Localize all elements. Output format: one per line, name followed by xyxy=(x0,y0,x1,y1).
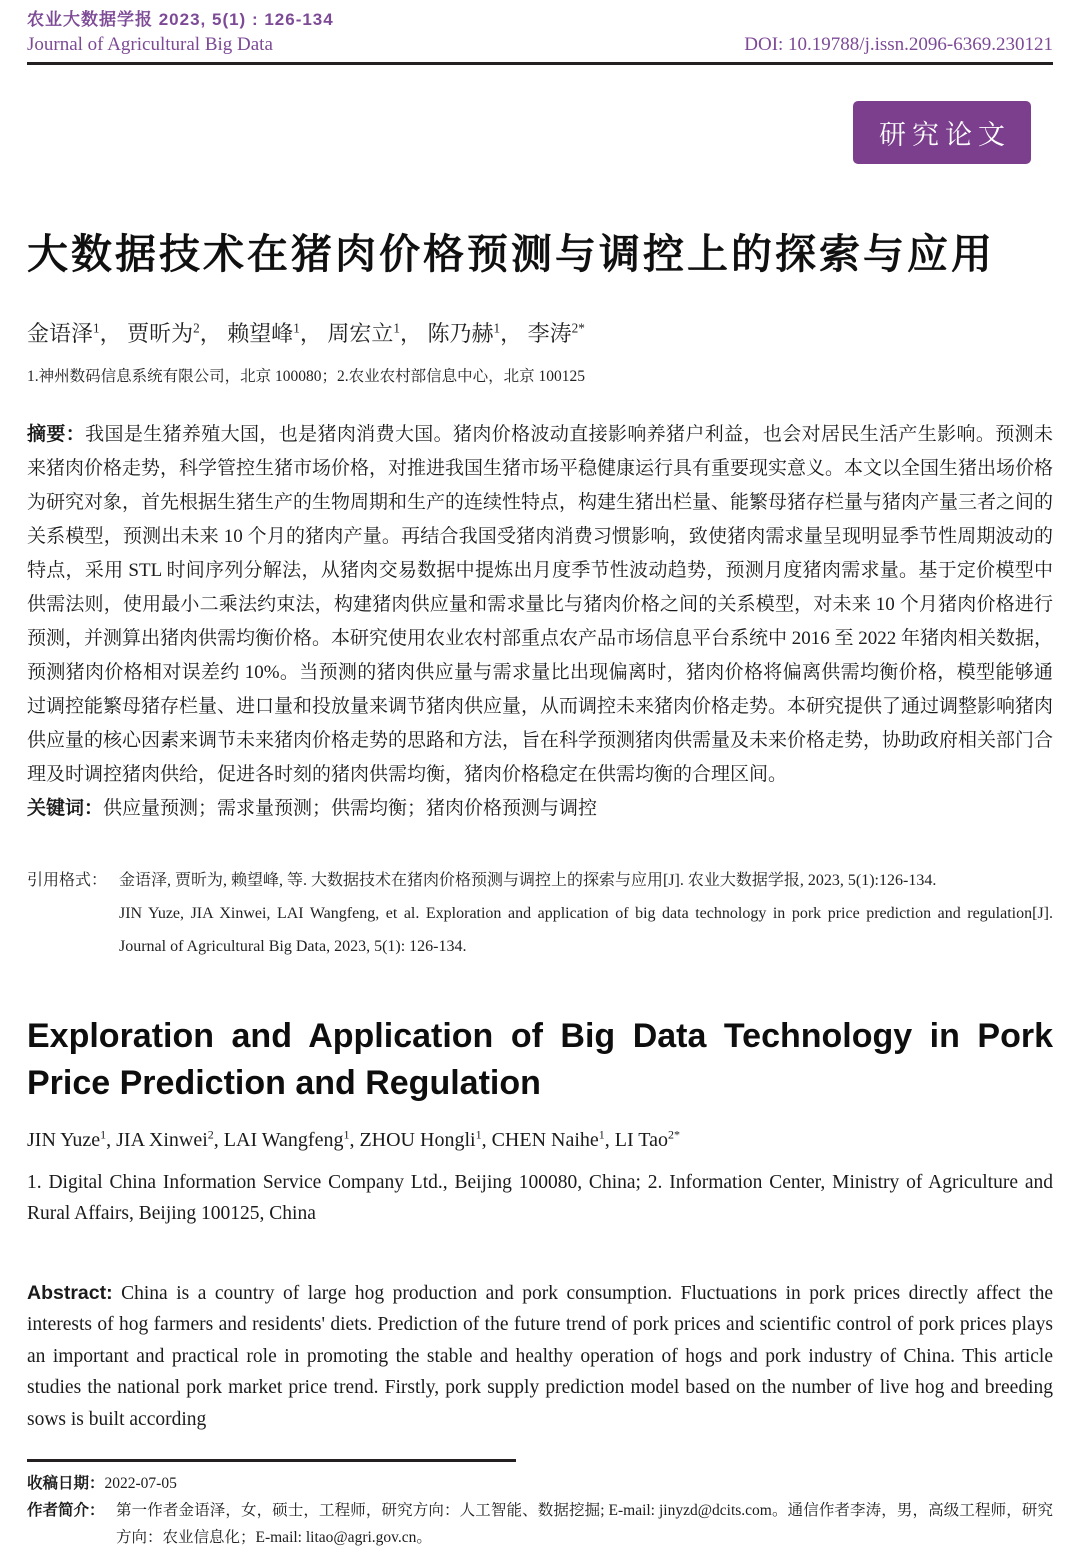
journal-title-cn: 农业大数据学报 2023, 5(1) : 126-134 xyxy=(27,10,334,29)
author-separator: , xyxy=(481,1128,492,1151)
author-separator: , xyxy=(349,1128,360,1151)
author-superscript: 2* xyxy=(667,1127,680,1142)
authors-en xyxy=(27,1121,1053,1154)
abstract-cn xyxy=(27,418,1053,792)
author-cn xyxy=(27,321,122,346)
citation-label: 引用格式： xyxy=(27,872,108,890)
author-cn xyxy=(127,321,222,346)
author-separator: ， xyxy=(399,321,422,347)
author-superscript: 1 xyxy=(100,1127,107,1142)
journal-header xyxy=(27,8,1053,65)
author-en xyxy=(116,1129,224,1151)
keywords-label-cn: 关键词： xyxy=(27,798,104,820)
keywords-text-cn: 供应量预测；需求量预测；供需均衡；猪肉价格预测与调控 xyxy=(103,798,598,820)
author-name: LI Tao xyxy=(614,1128,668,1151)
affiliations-en: 1. Digital China Information Service Company Ltd., Beijing 100080, China; 2. Information Center, Ministry of Agriculture and Rural Affairs, Beijing 100125, China xyxy=(27,1171,1053,1225)
received-date-line xyxy=(27,1472,1053,1496)
author-superscript: 1 xyxy=(293,321,300,336)
author-superscript: 1 xyxy=(343,1127,350,1142)
author-separator: , xyxy=(213,1128,224,1151)
author-superscript: 2* xyxy=(571,321,585,336)
author-name: 赖望峰 xyxy=(227,321,294,347)
author-superscript: 1 xyxy=(393,321,400,336)
author-en xyxy=(615,1129,680,1151)
author-cn xyxy=(227,321,322,346)
author-separator: ， xyxy=(500,321,523,347)
citation-content xyxy=(119,864,1053,963)
author-superscript: 2 xyxy=(207,1127,214,1142)
footnote-section xyxy=(27,1459,1053,1551)
author-superscript: 1 xyxy=(493,321,501,336)
author-en xyxy=(224,1129,360,1151)
author-superscript: 2 xyxy=(193,321,200,336)
author-separator: ， xyxy=(199,321,222,347)
author-bio-text: 第一作者金语泽，女，硕士，工程师，研究方向：人工智能、数据挖掘; E-mail: jinyzd@dcits.com。通信作者李涛，男，高级工程师，研究方向：农业信息化；E-mail: litao@agri.gov.cn。 xyxy=(116,1502,1053,1547)
author-en xyxy=(27,1129,116,1151)
abstract-text-cn: 我国是生猪养殖大国，也是猪肉消费大国。猪肉价格波动直接影响养猪户利益，也会对居民生活产生影响。预测未来猪肉价格走势，科学管控生猪市场价格，对推进我国生猪市场平稳健康运行具有重要现实意义。本文以全国生猪出场价格为研究对象，首先根据生猪生产的生物周期和生产的连续性特点，构建生猪出栏量、能繁母猪存栏量与猪肉产量三者之间的关系模型，预测出未来 10 个月的猪肉产量。再结合我国受猪肉消费习惯影响，致使猪肉需求量呈现明显季节性周期波动的特点，采用 STL 时间序列分解法，从猪肉交易数据中提炼出月度季节性波动趋势，预测月度猪肉需求量。基于定价模型中供需法则，使用最小二乘法约束法，构建猪肉供应量和需求量比与猪肉价格之间的关系模型，对未来 10 个月猪肉价格进行预测，并测算出猪肉供需均衡价格。本研究使用农业农村部重点农产品市场信息平台系统中 2016 至 2022 年猪肉相关数据，预测猪肉价格相对误差约 10%。当预测的猪肉供应量与需求量比出现偏离时，猪肉价格将偏离供需均衡价格，模型能够通过调控能繁母猪存栏量、进口量和投放量来调节猪肉供应量，从而调控未来猪肉价格走势。本研究提供了通过调整影响猪肉供应量的核心因素来调节未来猪肉价格走势的思路和方法，旨在科学预测猪肉供需量及未来价格走势，协助政府相关部门合理及时调控猪肉供给，促进各时刻的猪肉供需均衡，猪肉价格稳定在供需均衡的合理区间。 xyxy=(27,424,1054,786)
author-name: 李涛 xyxy=(527,321,572,347)
citation-text-en: JIN Yuze, JIA Xinwei, LAI Wangfeng, et al. Exploration and application of big data technology in pork price prediction and regulation[J]. Journal of Agricultural Big Data, 2023, 5(1): 126-134. xyxy=(119,905,1053,956)
author-separator: ， xyxy=(299,321,322,347)
journal-header-left xyxy=(27,8,334,58)
author-cn xyxy=(428,321,523,346)
abstract-en xyxy=(27,1278,1053,1436)
author-bio-label: 作者简介： xyxy=(27,1502,105,1520)
author-superscript: 1 xyxy=(93,321,100,336)
author-en xyxy=(359,1129,491,1151)
received-date-value: 2022-07-05 xyxy=(104,1475,177,1493)
author-name: 金语泽 xyxy=(27,321,94,347)
author-en xyxy=(492,1129,615,1151)
author-superscript: 1 xyxy=(598,1127,605,1142)
received-date-label: 收稿日期： xyxy=(27,1475,105,1493)
journal-title-en: Journal of Agricultural Big Data xyxy=(27,34,273,55)
author-cn xyxy=(327,321,422,346)
author-bio-line xyxy=(27,1497,1053,1551)
author-separator: ， xyxy=(99,321,122,347)
abstract-label-cn: 摘要： xyxy=(27,424,86,446)
authors-cn xyxy=(27,314,1053,349)
badge-row xyxy=(27,101,1053,164)
doi-text: DOI: 10.19788/j.issn.2096-6369.230121 xyxy=(744,34,1053,55)
author-name: 周宏立 xyxy=(327,321,394,347)
author-name: JIA Xinwei xyxy=(116,1128,208,1151)
author-name: ZHOU Hongli xyxy=(359,1128,476,1151)
author-separator: , xyxy=(106,1128,117,1151)
author-name: CHEN Naihe xyxy=(491,1128,599,1151)
author-separator: , xyxy=(604,1128,615,1151)
research-article-badge: 研究论文 xyxy=(853,101,1031,164)
abstract-text-en: China is a country of large hog production and pork consumption. Fluctuations in pork prices directly affect the interests of hog farmers and residents' diets. Prediction of the future trend of pork prices and scientific control of pork prices plays an important and practical role in promoting the stable and healthy operation of hogs and pork industry of China. This article studies the national pork market price trend. Firstly, pork supply prediction model based on the number of live hog and breeding sows is built according xyxy=(27,1282,1053,1430)
citation-text-cn: 金语泽, 贾昕为, 赖望峰, 等. 大数据技术在猪肉价格预测与调控上的探索与应用[J]. 农业大数据学报, 2023, 5(1):126-134. xyxy=(119,872,937,890)
citation-block xyxy=(27,864,1053,963)
author-superscript: 1 xyxy=(475,1127,482,1142)
author-name: JIN Yuze xyxy=(27,1128,101,1151)
keywords-cn xyxy=(27,792,1053,826)
article-title-cn: 大数据技术在猪肉价格预测与调控上的探索与应用 xyxy=(27,231,995,277)
author-name: LAI Wangfeng xyxy=(223,1128,344,1151)
footnote-rule xyxy=(27,1459,516,1462)
affiliations-cn: 1.神州数码信息系统有限公司，北京 100080；2.农业农村部信息中心，北京 100125 xyxy=(27,368,586,386)
author-name: 陈乃赫 xyxy=(427,321,494,347)
author-name: 贾昕为 xyxy=(127,321,194,347)
author-cn xyxy=(528,321,585,346)
article-title-en: Exploration and Application of Big Data Technology in Pork Price Prediction and Regulation xyxy=(27,1017,1053,1103)
abstract-label-en: Abstract: xyxy=(27,1281,113,1304)
